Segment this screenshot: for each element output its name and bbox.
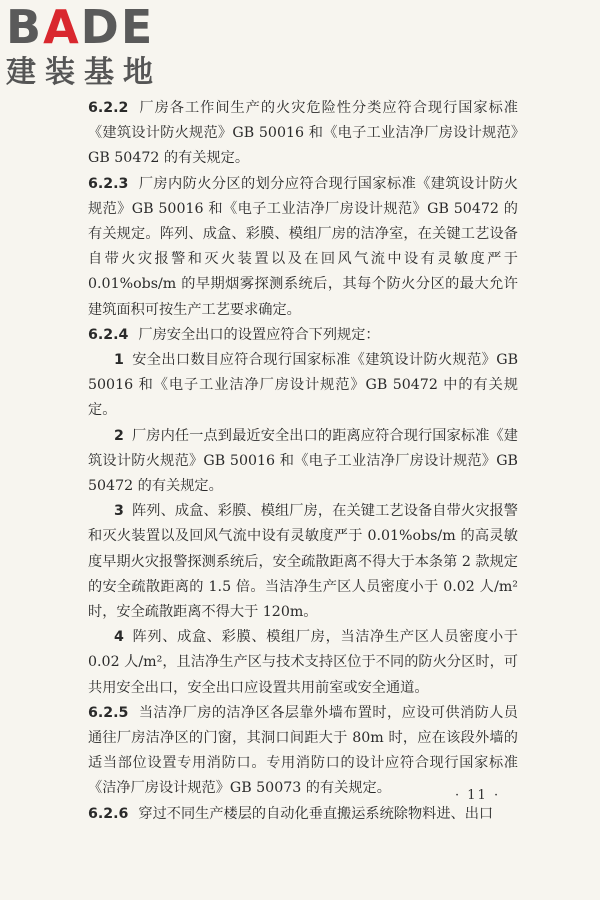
item-text: 阵列、成盒、彩膜、模组厂房，在关键工艺设备自带火灾报警和灭火装置以及回风气流中设有灵敏度严于 0.01%obs/m 的高灵敏度早期火灾报警探测系统后，安全疏散距离不得大于本条第 2 款规定的安全疏散距离的 1.5 倍。当洁净生产区人员密度小于 0.02 人/m² 时，安全疏散距离不得大于 120m。 <box>88 503 518 621</box>
clause-text: 厂房各工作间生产的火灾危险性分类应符合现行国家标准《建筑设计防火规范》GB 50016 和《电子工业洁净厂房设计规范》GB 50472 的有关规定。 <box>88 100 518 167</box>
item-number: 1 <box>114 352 124 369</box>
clause-6-2-6 <box>88 802 518 827</box>
item-text: 厂房内任一点到最近安全出口的距离应符合现行国家标准《建筑设计防火规范》GB 50016 和《电子工业洁净厂房设计规范》GB 50472 的有关规定。 <box>88 427 518 495</box>
clause-text: 当洁净厂房的洁净区各层靠外墙布置时，应设可供消防人员通往厂房洁净区的门窗，其洞口间距大于 80m 时，应在该段外墙的适当部位设置专用消防口。专用消防口的设计应符合现行国家标准《洁净厂房设计规范》GB 50073 的有关规定。 <box>88 704 518 797</box>
bade-logo <box>6 2 176 94</box>
clause-text: 厂房内防火分区的划分应符合现行国家标准《建筑设计防火规范》GB 50016 和《电子工业洁净厂房设计规范》GB 50472 的有关规定。阵列、成盒、彩膜、模组厂房的洁净室，在关键工艺设备自带火灾报警和灭火装置以及在回风气流中设有灵敏度严于 0.01%obs/m 的早期烟雾探测系统后，其每个防火分区的最大允许建筑面积可按生产工艺要求确定。 <box>88 175 518 318</box>
clause-text: 厂房安全出口的设置应符合下列规定： <box>138 326 380 343</box>
clause-number: 6.2.5 <box>88 704 129 721</box>
list-item-3 <box>88 499 518 625</box>
item-text: 阵列、成盒、彩膜、模组厂房，当洁净生产区人员密度小于 0.02 人/m²，且洁净生产区与技术支持区位于不同的防火分区时，可共用安全出口，安全出口应设置共用前室或安全通道。 <box>88 629 518 696</box>
clause-number: 6.2.6 <box>88 805 129 822</box>
clause-number: 6.2.4 <box>88 326 129 343</box>
list-item-2 <box>88 424 518 500</box>
clause-number: 6.2.3 <box>88 175 129 192</box>
document-body <box>88 96 518 827</box>
item-text: 安全出口数目应符合现行国家标准《建筑设计防火规范》GB 50016 和《电子工业洁净厂房设计规范》GB 50472 中的有关规定。 <box>88 352 518 419</box>
clause-number: 6.2.2 <box>88 100 129 116</box>
clause-6-2-3 <box>88 172 518 323</box>
item-number: 4 <box>114 629 124 646</box>
logo-wordmark: BADE <box>6 0 155 54</box>
list-item-4 <box>88 625 518 701</box>
item-number: 2 <box>114 427 124 444</box>
clause-6-2-2 <box>88 96 518 172</box>
clause-6-2-5 <box>88 701 518 802</box>
list-item-1 <box>88 348 518 424</box>
clause-text: 穿过不同生产楼层的自动化垂直搬运系统除物料进、出口 <box>138 805 494 822</box>
clause-6-2-4 <box>88 323 518 348</box>
logo-subtitle: 建装基地 <box>6 55 162 90</box>
page-number: · 11 · <box>455 788 501 803</box>
item-number: 3 <box>114 503 124 520</box>
